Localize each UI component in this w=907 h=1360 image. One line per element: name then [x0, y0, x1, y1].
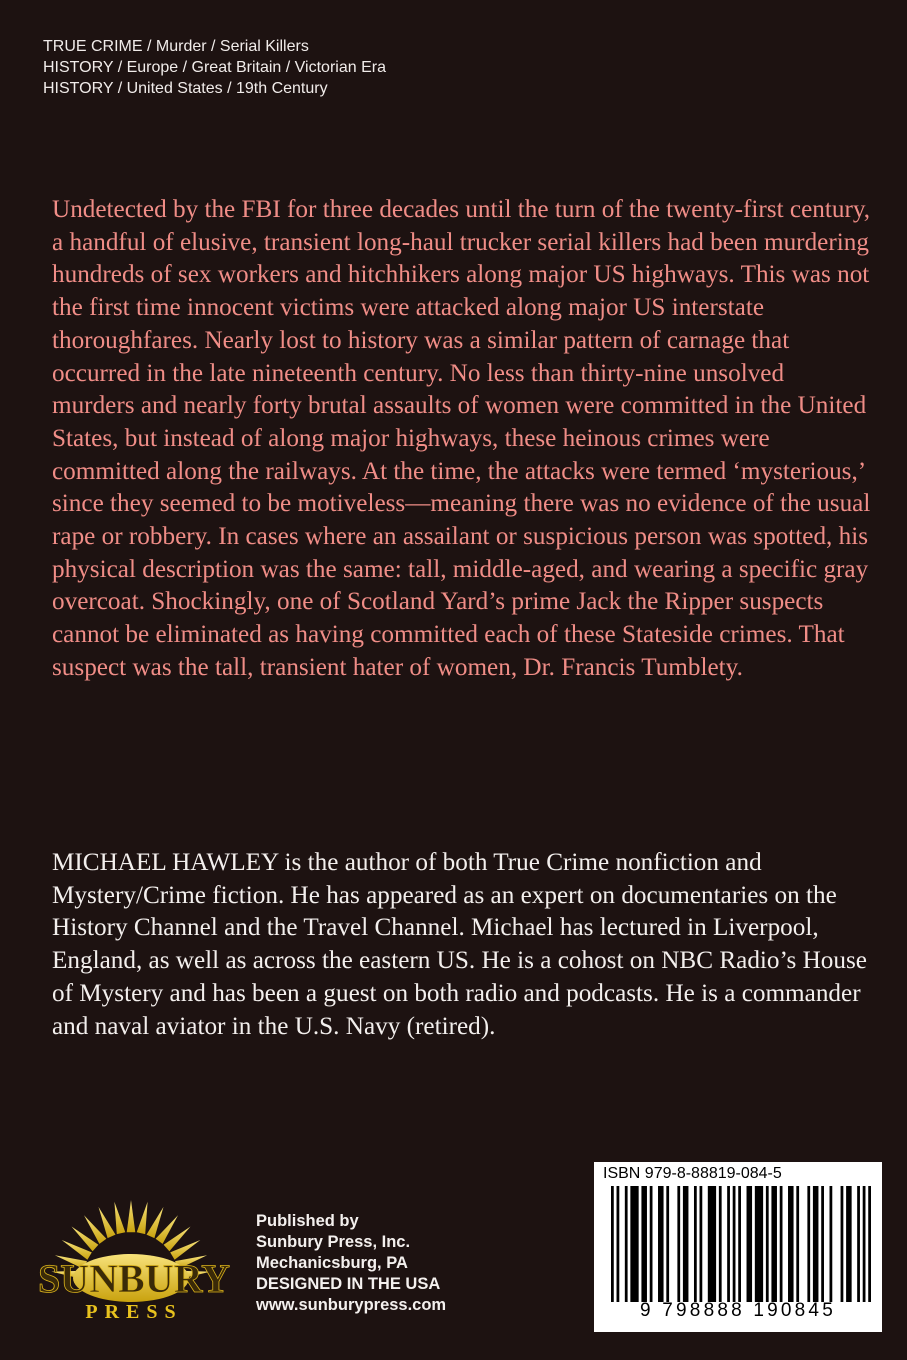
category-line: HISTORY / Europe / Great Britain / Victorian Era	[43, 59, 386, 76]
barcode-icon	[611, 1186, 871, 1302]
publisher-name: Sunbury Press, Inc.	[256, 1233, 411, 1251]
logo-word: SUNBURY	[38, 1256, 230, 1301]
publisher-logo	[18, 1196, 254, 1328]
published-by: Published by	[256, 1212, 359, 1230]
isbn-barcode	[594, 1162, 882, 1332]
publisher-info	[256, 1211, 446, 1316]
publisher-location: Mechanicsburg, PA	[256, 1254, 408, 1272]
publisher-website: www.sunburypress.com	[256, 1296, 447, 1314]
book-blurb: Undetected by the FBI for three decades until the turn of the twenty-first century, a handful of elusive, transient long-haul trucker serial killers had been murdering hundreds of sex workers and hitchhikers along major US highways. This was not the first time innocent victims were attacked along major US interstate thoroughfares. Nearly lost to history was a similar pattern of carnage that occurred in the late nineteenth century. No less than thirty-nine unsolved murders and nearly forty brutal assaults of women were committed in the United States, but instead of along major highways, these heinous crimes were committed along the railways. At the time, the attacks were termed ‘mysterious,’ since they seemed to be motiveless—meaning there was no evidence of the usual rape or robbery. In cases where an assailant or suspicious person was spotted, his physical description was the same: tall, middle-aged, and wearing a specific gray overcoat. Shockingly, one of Scotland Yard’s prime Jack the Ripper suspects cannot be eliminated as having committed each of these Stateside crimes. That suspect was the tall, transient hater of women, Dr. Francis Tumblety.	[52, 196, 871, 681]
designed-in: DESIGNED IN THE USA	[256, 1275, 441, 1293]
author-bio: MICHAEL HAWLEY is the author of both True Crime nonfiction and Mystery/Crime fiction. He has appeared as an expert on documentaries on the History Channel and the Travel Channel. Michael has lectured in Liverpool, England, as well as across the eastern US. He is a cohost on NBC Radio’s House of Mystery and has been a guest on both radio and podcasts. He is a commander and naval aviator in the U.S. Navy (retired).	[52, 849, 867, 1040]
category-line: TRUE CRIME / Murder / Serial Killers	[43, 38, 309, 55]
subject-categories	[43, 36, 386, 99]
category-line: HISTORY / United States / 19th Century	[43, 80, 328, 97]
logo-subword: PRESS	[85, 1301, 183, 1323]
barcode-digits: 9 798888 190845	[640, 1300, 836, 1321]
sunburst-logo-icon	[18, 1196, 254, 1328]
isbn-label: ISBN 979-8-88819-084-5	[603, 1165, 782, 1182]
